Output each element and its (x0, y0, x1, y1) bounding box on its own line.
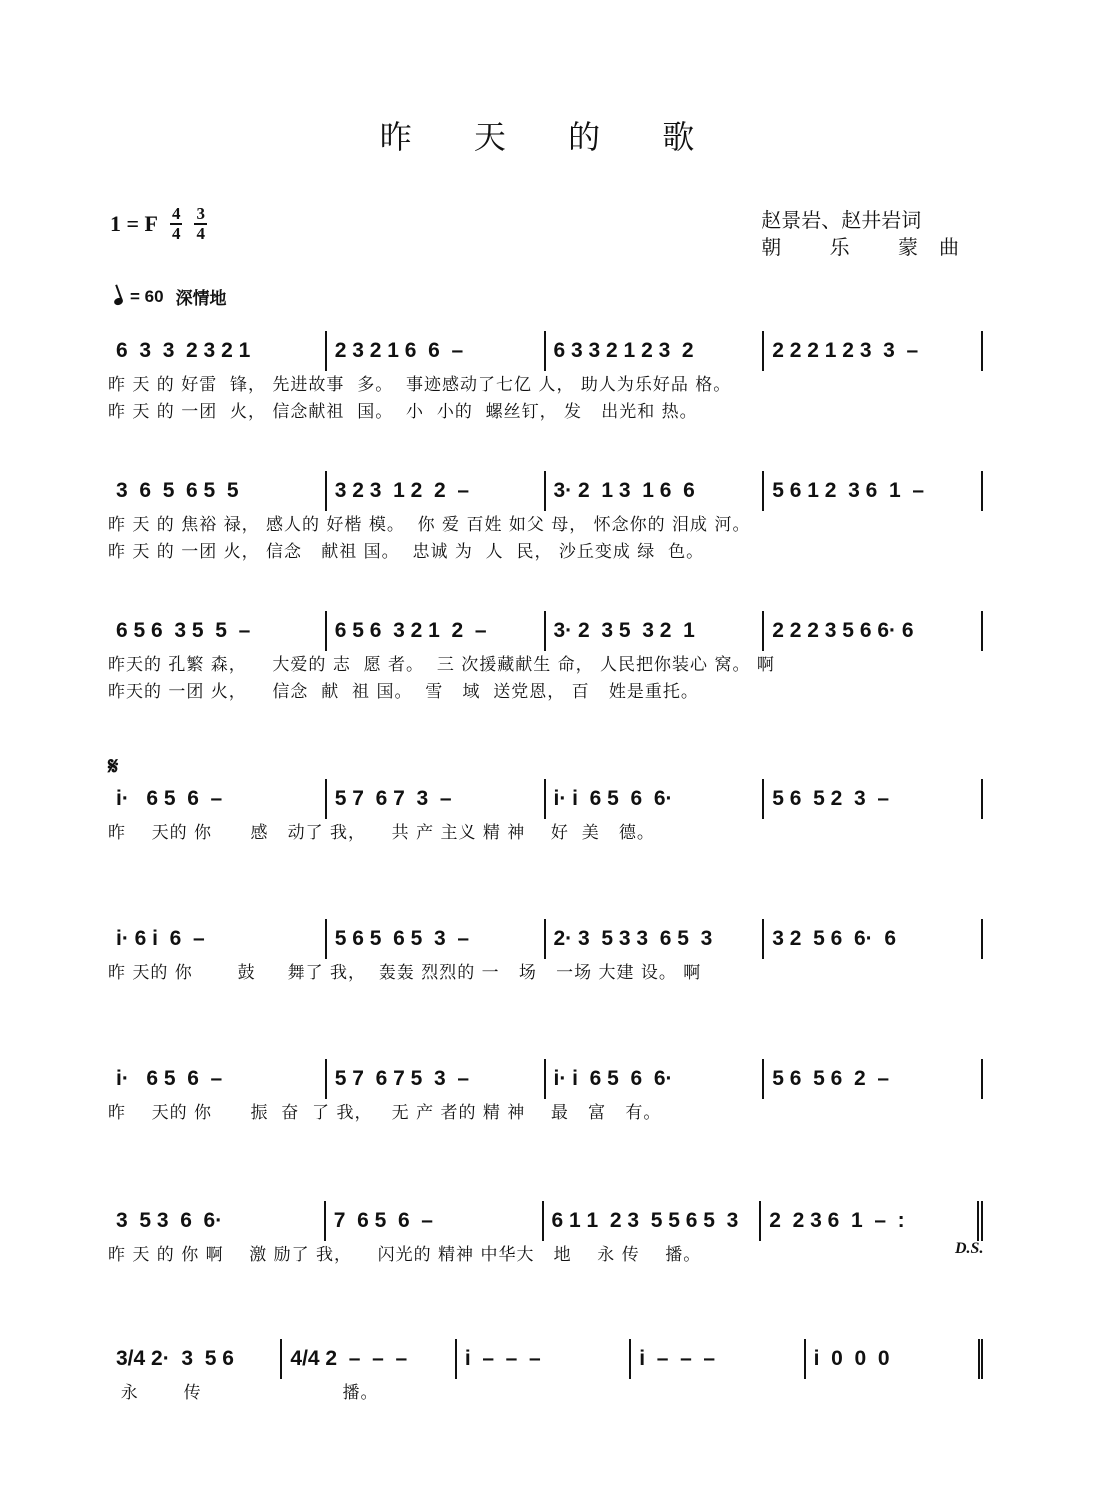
time-signature-4-4: $\frac{4}{4}$ (171, 204, 181, 243)
tempo-marking (114, 284, 227, 309)
measure: 5 6 1 2 3 6 1 – (764, 471, 983, 511)
key-signature (110, 205, 207, 243)
quarter-note-icon (113, 297, 124, 307)
measure: 2 2 3 6 1 – : (761, 1201, 983, 1241)
measure: 7 6 5 6 – (326, 1201, 544, 1241)
ds-marking: D.S. (955, 1240, 984, 1257)
measure: i – – – (457, 1339, 631, 1379)
measure-row (108, 470, 983, 512)
lyric-line: 昨 天的 你 鼓 舞了 我， 轰轰 烈烈的 一 场 一场 大建 设。 啊 (108, 963, 702, 983)
measure: i 0 0 0 (806, 1339, 983, 1379)
measure-row (108, 1058, 983, 1100)
measure-row (108, 918, 983, 960)
lyric-line: 昨 天 的 一团 火， 信念献祖 国。 小 小的 螺丝钉， 发 出光和 热。 (108, 402, 698, 422)
measure: i· 6 5 6 – (108, 779, 327, 819)
time-signature-3-4: $\frac{3}{4}$ (196, 204, 205, 243)
measure: i· 6 5 6 – (108, 1059, 327, 1099)
measure: i· i 6 5 6 6· (546, 1059, 765, 1099)
composer: 朝 乐 蒙曲 (761, 235, 980, 259)
measure: 5 7 6 7 3 – (327, 779, 546, 819)
measure: 6 3 3 2 1 2 3 2 (546, 331, 765, 371)
measure: 3/4 2· 3 5 6 (108, 1339, 282, 1379)
measure: i· 6 i 6 – (108, 919, 327, 959)
measure: 3 5 3 6 6· (108, 1201, 326, 1241)
measure-row (108, 1338, 983, 1380)
staff-system (108, 918, 983, 987)
staff-system (108, 1200, 983, 1269)
measure: 3· 2 1 3 1 6 6 (546, 471, 765, 511)
measure: 5 6 5 6 2 – (764, 1059, 983, 1099)
measure: 4/4 2 – – – (282, 1339, 456, 1379)
measure: 6 1 1 2 3 5 5 6 5 3 (544, 1201, 762, 1241)
staff-system (108, 1058, 983, 1127)
lyric-line: 永 传 播。 (108, 1383, 379, 1403)
staff-system (108, 330, 983, 426)
lyric-line: 昨 天的 你 振 奋 了 我， 无 产 者的 精 神 最 富 有。 (108, 1103, 662, 1123)
lyric-line: 昨 天的 你 感 动了 我， 共 产 主义 精 神 好 美 德。 (108, 823, 655, 843)
staff-system (108, 778, 983, 847)
lyricist: 赵景岩、赵井岩词 (761, 208, 922, 232)
measure: 5 6 5 6 5 3 – (327, 919, 546, 959)
measure: 3 6 5 6 5 5 (108, 471, 327, 511)
measure: i· i 6 5 6 6· (546, 779, 765, 819)
measure: 2 2 2 3 5 6 6· 6 (764, 611, 983, 651)
measure: 3 2 5 6 6· 6 (764, 919, 983, 959)
measure-row (108, 610, 983, 652)
tempo-value: = 60 (130, 286, 164, 306)
expression-mark: 深情地 (175, 289, 227, 308)
measure: 6 5 6 3 2 1 2 – (327, 611, 546, 651)
measure-row (108, 330, 983, 372)
song-title: 昨 天 的 歌 (379, 118, 721, 156)
lyric-line: 昨 天 的 你 啊 激 励了 我， 闪光的 精神 中华大 地 永 传 播。 (108, 1245, 702, 1265)
measure: 6 5 6 3 5 5 – (108, 611, 327, 651)
staff-system (108, 1338, 983, 1407)
lyric-line: 昨天的 孔繁 森， 大爱的 志 愿 者。 三 次援藏献生 命， 人民把你装心 窝。 啊 (108, 655, 775, 675)
measure: i – – – (631, 1339, 805, 1379)
measure: 6 3 3 2 3 2 1 (108, 331, 327, 371)
lyric-line: 昨 天 的 一团 火， 信念 献祖 国。 忠诚 为 人 民， 沙丘变成 绿 色。 (108, 542, 705, 562)
measure-row (108, 1200, 983, 1242)
measure: 2 2 2 1 2 3 3 – (764, 331, 983, 371)
measure: 3· 2 3 5 3 2 1 (546, 611, 765, 651)
staff-system (108, 470, 983, 566)
staff-system (108, 610, 983, 706)
lyric-line: 昨 天 的 好雷 锋， 先进故事 多。 事迹感动了七亿 人， 助人为乐好品 格。 (108, 375, 732, 395)
measure: 3 2 3 1 2 2 – (327, 471, 546, 511)
key-label: 1 = F (110, 211, 158, 236)
credits (761, 207, 980, 261)
measure: 2 3 2 1 6 6 – (327, 331, 546, 371)
lyric-line: 昨 天 的 焦裕 禄， 感人的 好楷 模。 你 爱 百姓 如父 母， 怀念你的 泪成 河。 (108, 515, 751, 535)
measure: 2· 3 5 3 3 6 5 3 (546, 919, 765, 959)
measure-row (108, 778, 983, 820)
measure: 5 7 6 7 5 3 – (327, 1059, 546, 1099)
segno-sign: 𝄋 (108, 752, 119, 780)
lyric-line: 昨天的 一团 火， 信念 献 祖 国。 雪 域 送党恩， 百 姓是重托。 (108, 682, 699, 702)
measure: 5 6 5 2 3 – (764, 779, 983, 819)
